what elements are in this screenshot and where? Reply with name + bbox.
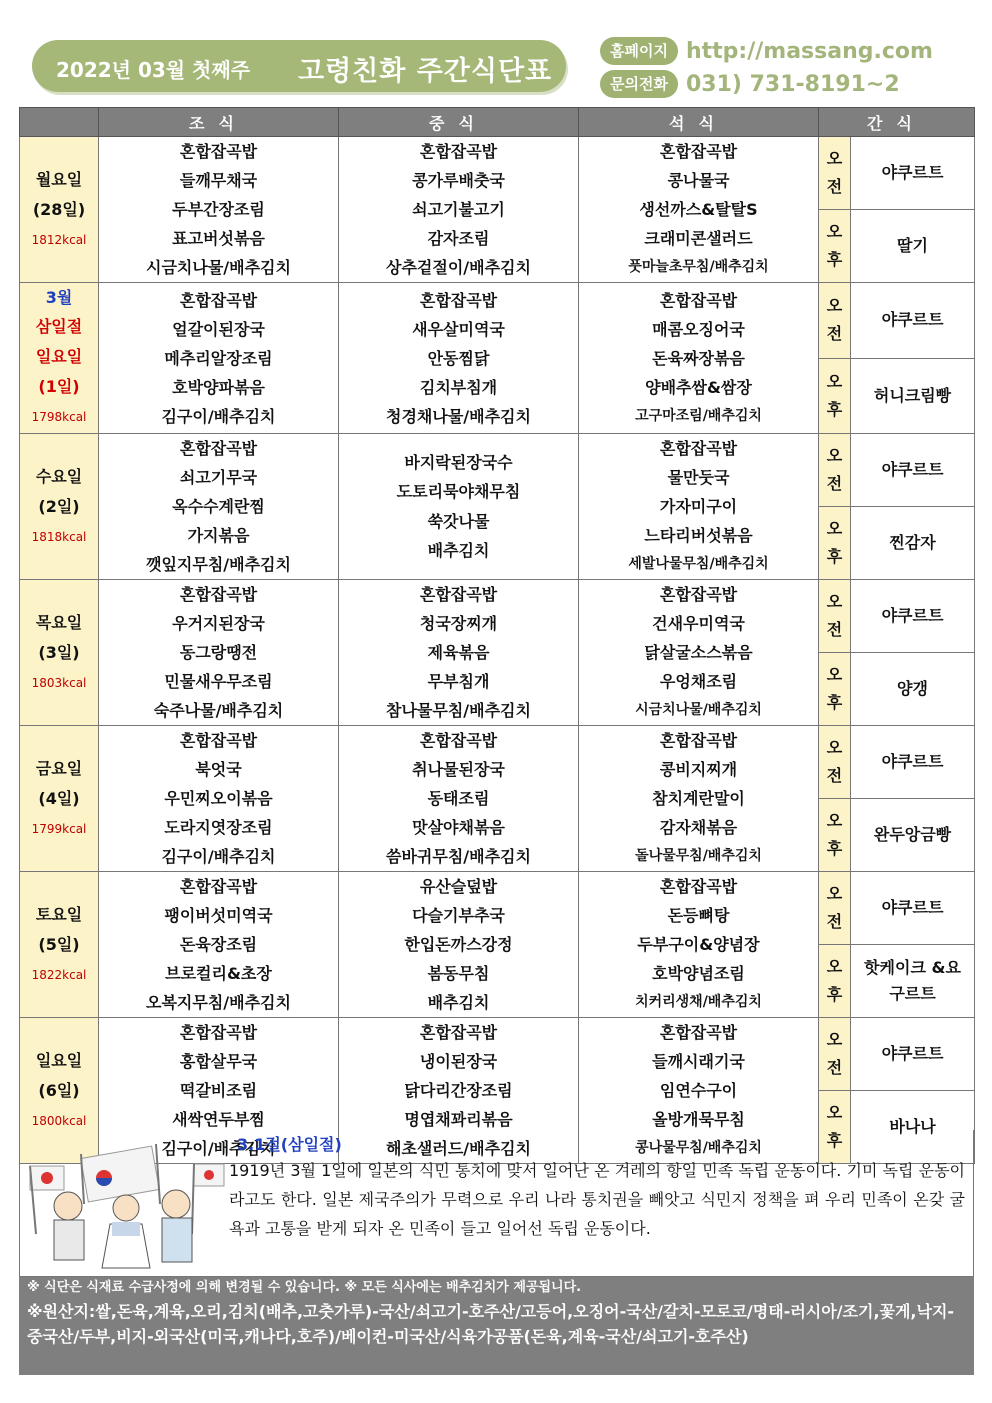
table-row bbox=[20, 434, 975, 507]
menu-item: 얼갈이된장국 bbox=[172, 319, 265, 339]
menu-item: 우거지된장국 bbox=[172, 614, 265, 633]
snack-pm-label-text: 오후 bbox=[826, 222, 843, 269]
menu-item: 혼합잡곡밥 bbox=[179, 290, 258, 310]
snack-pm-item: 양갱 bbox=[851, 653, 975, 726]
weekly-menu-table bbox=[19, 107, 975, 1164]
menu-item: 두부간장조림 bbox=[172, 200, 265, 219]
menu-item: 배추김치 bbox=[427, 993, 490, 1012]
menu-item: 시금치나물/배추김치 bbox=[635, 702, 762, 718]
menu-item: 우민찌오이볶음 bbox=[164, 789, 273, 808]
menu-item: 혼합잡곡밥 bbox=[659, 585, 738, 604]
menu-item: 취나물된장국 bbox=[412, 760, 505, 779]
snack-am-label bbox=[819, 726, 851, 799]
menu-item: 혼합잡곡밥 bbox=[659, 1023, 738, 1042]
menu-week-date: 2022년 03월 첫째주 bbox=[56, 58, 251, 82]
homepage-row bbox=[600, 36, 933, 66]
menu-item: 올방개묵무침 bbox=[652, 1110, 745, 1129]
menu-item: 표고버섯볶음 bbox=[172, 229, 265, 248]
calorie-value: 1799kcal bbox=[31, 821, 87, 836]
calorie-value: 1800kcal bbox=[31, 1113, 87, 1128]
menu-item: 북엇국 bbox=[195, 760, 242, 779]
menu-item: 혼합잡곡밥 bbox=[179, 731, 258, 750]
menu-item: 숙주나물/배추김치 bbox=[153, 701, 284, 720]
menu-item: 생선까스&탈탈S bbox=[639, 200, 758, 219]
dinner-cell bbox=[579, 726, 819, 872]
snack-am-label bbox=[819, 283, 851, 359]
menu-item: 청경채나물/배추김치 bbox=[386, 406, 531, 426]
menu-item: 혼합잡곡밥 bbox=[659, 290, 738, 310]
menu-item: 새싹연두부찜 bbox=[172, 1110, 265, 1129]
day-label: 월요일 bbox=[35, 169, 83, 189]
menu-item: 청국장찌개 bbox=[419, 614, 498, 633]
snack-am-item: 야쿠르트 bbox=[851, 1018, 975, 1091]
snack-am-item: 야쿠르트 bbox=[851, 872, 975, 945]
menu-item: 옥수수계란찜 bbox=[172, 497, 265, 516]
snack-pm-item: 바나나 bbox=[851, 1091, 975, 1164]
menu-item: 명엽채꽈리볶음 bbox=[404, 1110, 513, 1129]
menu-item: 임연수구이 bbox=[659, 1081, 738, 1100]
day-label: 일요일 bbox=[35, 1050, 83, 1070]
snack-pm-label-text: 오후 bbox=[826, 957, 843, 1004]
snack-am-item: 야쿠르트 bbox=[851, 580, 975, 653]
menu-item: 두부구이&양념장 bbox=[637, 935, 760, 954]
day-label: 목요일 bbox=[35, 612, 83, 632]
menu-item: 김치부침개 bbox=[419, 377, 498, 397]
snack-am-label-text: 오전 bbox=[826, 592, 843, 639]
menu-item: 매콤오징어국 bbox=[652, 319, 745, 339]
table-row bbox=[20, 137, 975, 210]
menu-item: 돈육짜장볶음 bbox=[652, 348, 745, 368]
menu-item: 냉이된장국 bbox=[419, 1052, 498, 1071]
phone-number: 031) 731-8191~2 bbox=[685, 71, 900, 97]
menu-item: 치커리생채/배추김치 bbox=[635, 994, 762, 1010]
phone-label: 문의전화 bbox=[600, 70, 678, 98]
day-label: 수요일 bbox=[35, 466, 83, 486]
menu-item: 들깨시래기국 bbox=[652, 1052, 745, 1071]
lunch-cell bbox=[339, 872, 579, 1018]
footer-origin: ※원산지:쌀,돈육,계육,오리,김치(배추,고춧가루)-국산/쇠고기-호주산/고등어,오징어-국산/갈치-모로코/명태-러시아/조기,꽃게,낙지-중국산/두부,비지-외국산(미국,캐나다,호주)/베이컨-미국산/식육가공품(돈육,계육-국산/쇠고기-호주산) bbox=[27, 1302, 955, 1346]
menu-item: 도라지엿장조림 bbox=[164, 818, 273, 837]
snack-am-label-text: 오전 bbox=[826, 738, 843, 785]
snack-am-item: 야쿠르트 bbox=[851, 434, 975, 507]
menu-item: 홍합살무국 bbox=[179, 1052, 258, 1071]
day-cell bbox=[20, 283, 99, 434]
snack-pm-label bbox=[819, 210, 851, 283]
menu-item: 호박양념조림 bbox=[652, 964, 745, 983]
day-label: 토요일 bbox=[35, 904, 83, 924]
menu-item: 혼합잡곡밥 bbox=[179, 1023, 258, 1042]
menu-item: 민물새우무조림 bbox=[164, 672, 273, 691]
day-label: (6일) bbox=[38, 1080, 80, 1100]
notice-title: 3.1절(삼일절) bbox=[237, 1135, 342, 1154]
snack-am-item: 야쿠르트 bbox=[851, 137, 975, 210]
snack-pm-item: 완두앙금빵 bbox=[851, 799, 975, 872]
snack-am-label bbox=[819, 1018, 851, 1091]
day-cell bbox=[20, 872, 99, 1018]
day-label: 3월 bbox=[45, 288, 73, 307]
breakfast-cell bbox=[99, 580, 339, 726]
snack-am-label-text: 오전 bbox=[826, 446, 843, 493]
snack-am-label-text: 오전 bbox=[826, 1030, 843, 1077]
footer bbox=[19, 1277, 974, 1375]
table-row bbox=[20, 872, 975, 945]
menu-item: 김구이/배추김치 bbox=[161, 406, 276, 426]
calorie-value: 1798kcal bbox=[31, 410, 87, 424]
menu-item: 무부침개 bbox=[427, 672, 490, 691]
menu-item: 풋마늘초무침/배추김치 bbox=[628, 259, 769, 275]
snack-pm-item: 핫케이크 &요구르트 bbox=[851, 945, 975, 1018]
menu-item: 고구마조림/배추김치 bbox=[635, 407, 762, 424]
menu-item: 동그랑땡전 bbox=[179, 643, 258, 662]
snack-pm-label-text: 오후 bbox=[826, 811, 843, 858]
snack-am-label-text: 오전 bbox=[826, 884, 843, 931]
footer-note: ※ 식단은 식재료 수급사정에 의해 변경될 수 있습니다. ※ 모든 식사에는 배추김치가 제공됩니다. bbox=[27, 1280, 582, 1295]
menu-item: 콩비지찌개 bbox=[659, 760, 738, 779]
menu-item: 씀바귀무침/배추김치 bbox=[386, 847, 531, 866]
menu-item: 혼합잡곡밥 bbox=[179, 142, 258, 161]
holiday-notice bbox=[19, 1130, 974, 1277]
breakfast-cell bbox=[99, 434, 339, 580]
snack-am-label bbox=[819, 580, 851, 653]
snack-am-item: 야쿠르트 bbox=[851, 726, 975, 799]
phone-row bbox=[600, 69, 900, 99]
menu-item: 물만둣국 bbox=[667, 468, 730, 487]
snack-am-label bbox=[819, 137, 851, 210]
snack-am-label bbox=[819, 872, 851, 945]
menu-item: 호박양파볶음 bbox=[172, 377, 265, 397]
day-label: 일요일 bbox=[35, 347, 83, 366]
menu-item: 혼합잡곡밥 bbox=[179, 439, 258, 458]
dinner-cell bbox=[579, 580, 819, 726]
breakfast-cell bbox=[99, 283, 339, 434]
dinner-cell bbox=[579, 283, 819, 434]
calorie-value: 1818kcal bbox=[31, 529, 87, 544]
day-label: (3일) bbox=[38, 642, 80, 662]
menu-item: 혼합잡곡밥 bbox=[659, 731, 738, 750]
menu-item: 콩가루배춧국 bbox=[412, 171, 505, 190]
snack-pm-label-text: 오후 bbox=[826, 371, 843, 419]
day-label: (2일) bbox=[38, 496, 80, 516]
menu-item: 가지볶음 bbox=[187, 526, 250, 545]
snack-pm-label-text: 오후 bbox=[826, 665, 843, 712]
menu-item: 팽이버섯미역국 bbox=[164, 906, 273, 925]
lunch-cell bbox=[339, 283, 579, 434]
menu-item: 해초샐러드/배추김치 bbox=[386, 1139, 531, 1158]
menu-item: 감자조림 bbox=[427, 229, 490, 248]
menu-item: 닭살굴소스볶음 bbox=[644, 643, 753, 662]
breakfast-cell bbox=[99, 872, 339, 1018]
menu-item: 건새우미역국 bbox=[652, 614, 745, 633]
day-label: (28일) bbox=[32, 199, 86, 219]
menu-item: 시금치나물/배추김치 bbox=[146, 258, 291, 277]
lunch-cell bbox=[339, 137, 579, 283]
lunch-cell bbox=[339, 726, 579, 872]
menu-item: 돈등뼈탕 bbox=[667, 906, 730, 925]
snack-pm-label bbox=[819, 358, 851, 434]
menu-item: 돌나물무침/배추김치 bbox=[635, 848, 762, 864]
title-banner bbox=[32, 40, 566, 92]
menu-item: 혼합잡곡밥 bbox=[419, 1023, 498, 1042]
menu-item: 도토리묵야채무침 bbox=[396, 482, 521, 501]
menu-item: 새우살미역국 bbox=[412, 319, 505, 339]
header-blank bbox=[20, 108, 99, 137]
menu-item: 가자미구이 bbox=[659, 497, 738, 516]
menu-item: 닭다리간장조림 bbox=[404, 1081, 513, 1100]
calorie-value: 1812kcal bbox=[31, 232, 87, 247]
menu-item: 혼합잡곡밥 bbox=[659, 439, 738, 458]
menu-item: 우엉채조림 bbox=[659, 672, 738, 691]
snack-pm-label-text: 오후 bbox=[826, 1103, 843, 1150]
snack-am-label bbox=[819, 434, 851, 507]
notice-text: 1919년 3월 1일에 일본의 식민 통치에 맞서 일어난 온 겨레의 항일 민족 독립 운동이다. 기미 독립 운동이라고도 한다. 일본 제국주의가 무력으로 우리 나라 통치권을 빼앗고 식민지 정책을 펴 우리 민족이 온갖 굴욕과 고통을 받게 되자 온 민족이 들고 일어선 독립 운동이다. bbox=[229, 1161, 965, 1238]
snack-am-label-text: 오전 bbox=[826, 149, 843, 196]
menu-item: 혼합잡곡밥 bbox=[179, 877, 258, 896]
snack-pm-item: 찐감자 bbox=[851, 507, 975, 580]
menu-item: 느타리버섯볶음 bbox=[644, 526, 753, 545]
header-breakfast: 조식 bbox=[99, 108, 339, 137]
menu-item: 깻잎지무침/배추김치 bbox=[146, 555, 291, 574]
menu-item: 상추겉절이/배추김치 bbox=[386, 258, 531, 277]
menu-item: 안동찜닭 bbox=[427, 348, 490, 368]
dinner-cell bbox=[579, 137, 819, 283]
menu-item: 들깨무채국 bbox=[179, 171, 258, 190]
menu-item: 혼합잡곡밥 bbox=[419, 290, 498, 310]
day-label: 금요일 bbox=[35, 758, 83, 778]
menu-item: 혼합잡곡밥 bbox=[659, 142, 738, 161]
menu-item: 쇠고기무국 bbox=[179, 468, 258, 487]
menu-item: 콩나물국 bbox=[667, 171, 730, 190]
dinner-cell bbox=[579, 434, 819, 580]
menu-item: 맛살야채볶음 bbox=[412, 818, 505, 837]
table-row bbox=[20, 726, 975, 799]
menu-item: 참치계란말이 bbox=[652, 789, 745, 808]
menu-item: 오복지무침/배추김치 bbox=[146, 993, 291, 1012]
homepage-label: 홈페이지 bbox=[600, 37, 678, 65]
menu-item: 다슬기부추국 bbox=[412, 906, 505, 925]
menu-item: 유산슬덮밥 bbox=[419, 877, 498, 896]
menu-item: 혼합잡곡밥 bbox=[659, 877, 738, 896]
menu-item: 제육볶음 bbox=[427, 643, 490, 662]
menu-item: 감자채볶음 bbox=[659, 818, 738, 837]
menu-item: 김구이/배추김치 bbox=[161, 847, 276, 866]
snack-am-label-text: 오전 bbox=[826, 296, 843, 344]
breakfast-cell bbox=[99, 137, 339, 283]
menu-item: 돈육장조림 bbox=[179, 935, 258, 954]
menu-item: 혼합잡곡밥 bbox=[419, 585, 498, 604]
snack-pm-item: 허니크림빵 bbox=[851, 358, 975, 434]
menu-item: 혼합잡곡밥 bbox=[179, 585, 258, 604]
menu-item: 콩나물무침/배추김치 bbox=[635, 1140, 762, 1156]
header-snack: 간식 bbox=[819, 108, 975, 137]
day-label: (4일) bbox=[38, 788, 80, 808]
snack-pm-label bbox=[819, 799, 851, 872]
snack-pm-label bbox=[819, 507, 851, 580]
table-row bbox=[20, 283, 975, 359]
day-cell bbox=[20, 580, 99, 726]
calorie-value: 1803kcal bbox=[31, 675, 87, 690]
snack-pm-item: 딸기 bbox=[851, 210, 975, 283]
menu-item: 김구이/배추김치 bbox=[161, 1139, 276, 1158]
table-header-row bbox=[20, 108, 975, 137]
menu-item: 봄동무침 bbox=[427, 964, 490, 983]
menu-item: 크래미콘샐러드 bbox=[644, 229, 753, 248]
day-label: 삼일절 bbox=[35, 317, 83, 336]
menu-item: 세발나물무침/배추김치 bbox=[628, 556, 769, 572]
homepage-url[interactable]: http://massang.com bbox=[685, 38, 933, 64]
day-cell bbox=[20, 137, 99, 283]
menu-item: 쇠고기불고기 bbox=[412, 200, 505, 219]
table-row bbox=[20, 1018, 975, 1091]
lunch-cell bbox=[339, 434, 579, 580]
lunch-cell bbox=[339, 580, 579, 726]
menu-item: 쑥갓나물 bbox=[427, 511, 490, 531]
independence-movement-illustration-icon bbox=[26, 1144, 226, 1274]
menu-item: 한입돈까스강정 bbox=[404, 935, 513, 954]
menu-item: 혼합잡곡밥 bbox=[419, 731, 498, 750]
breakfast-cell bbox=[99, 726, 339, 872]
calorie-value: 1822kcal bbox=[31, 967, 87, 982]
snack-pm-label bbox=[819, 945, 851, 1018]
snack-pm-label bbox=[819, 653, 851, 726]
menu-item: 바지락된장국수 bbox=[404, 452, 513, 472]
menu-item: 동태조림 bbox=[427, 789, 490, 808]
day-cell bbox=[20, 726, 99, 872]
menu-item: 배추김치 bbox=[427, 541, 490, 560]
menu-item: 혼합잡곡밥 bbox=[419, 142, 498, 161]
menu-item: 참나물무침/배추김치 bbox=[386, 701, 531, 720]
day-label: (1일) bbox=[38, 377, 80, 396]
day-cell bbox=[20, 434, 99, 580]
snack-pm-label-text: 오후 bbox=[826, 519, 843, 566]
table-row bbox=[20, 580, 975, 653]
snack-am-item: 야쿠르트 bbox=[851, 283, 975, 359]
header-dinner: 석식 bbox=[579, 108, 819, 137]
dinner-cell bbox=[579, 872, 819, 1018]
menu-item: 양배추쌈&쌈장 bbox=[645, 377, 752, 397]
page-title: 고령친화 주간식단표 bbox=[298, 56, 553, 87]
day-label: (5일) bbox=[38, 934, 80, 954]
menu-item: 메추리알장조림 bbox=[164, 348, 273, 368]
header-lunch: 중식 bbox=[339, 108, 579, 137]
menu-item: 브로컬리&초장 bbox=[165, 964, 272, 983]
menu-item: 떡갈비조림 bbox=[179, 1081, 258, 1100]
